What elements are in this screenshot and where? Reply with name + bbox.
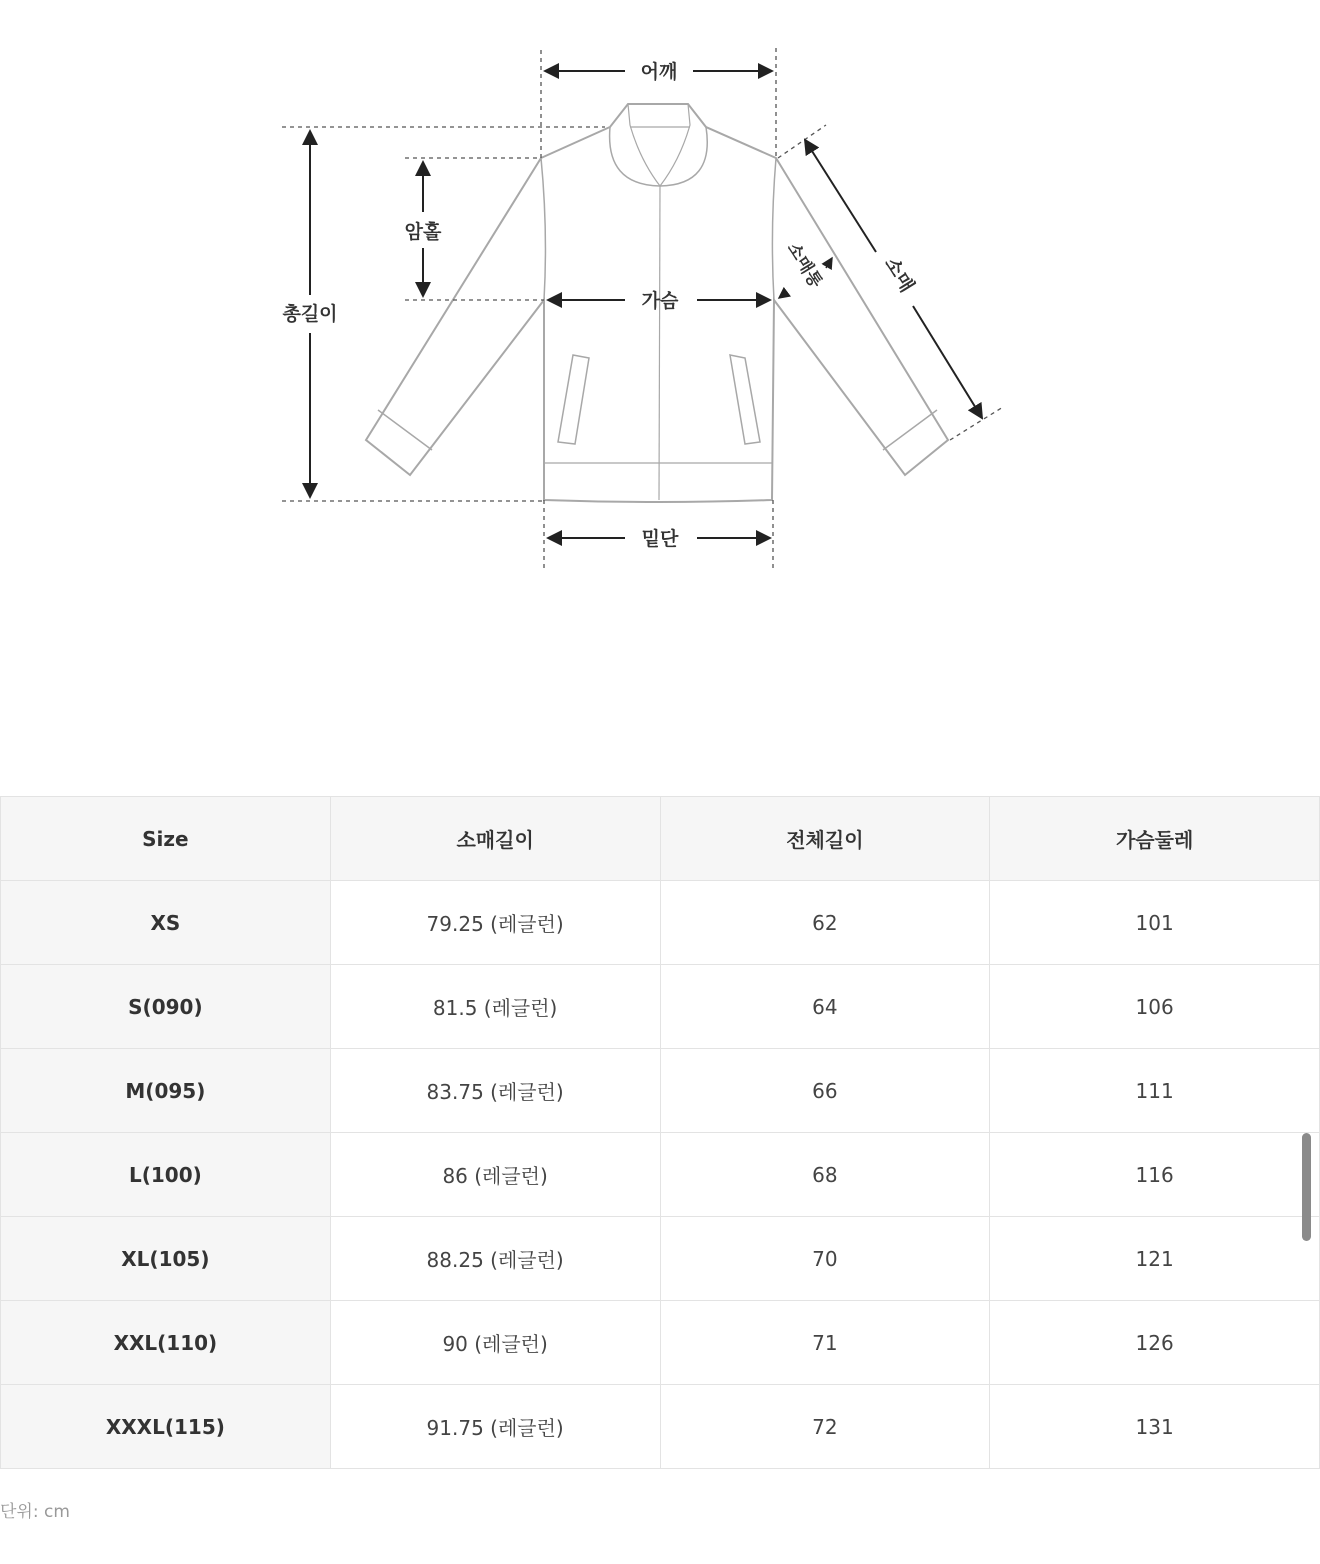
scrollbar[interactable] (1302, 1133, 1311, 1241)
cell-total-length: 72 (660, 1385, 990, 1469)
header-sleeve-length: 소매길이 (330, 797, 660, 881)
header-size: Size (1, 797, 331, 881)
cell-size: XS (1, 881, 331, 965)
table-row (1, 1217, 1320, 1301)
cell-size: L(100) (1, 1133, 331, 1217)
table-row (1, 1385, 1320, 1469)
cell-chest: 116 (990, 1133, 1320, 1217)
header-chest: 가슴둘레 (990, 797, 1320, 881)
label-total-length: 총길이 (282, 303, 338, 325)
cell-chest: 106 (990, 965, 1320, 1049)
table-row (1, 1133, 1320, 1217)
table-row (1, 1301, 1320, 1385)
cell-chest: 131 (990, 1385, 1320, 1469)
table-row (1, 965, 1320, 1049)
cell-sleeve-length: 79.25 (레글런) (330, 881, 660, 965)
cell-total-length: 70 (660, 1217, 990, 1301)
label-armhole: 암홀 (404, 221, 442, 243)
cell-size: XXXL(115) (1, 1385, 331, 1469)
cell-chest: 126 (990, 1301, 1320, 1385)
cell-chest: 101 (990, 881, 1320, 965)
table-header-row (1, 797, 1320, 881)
label-shoulder: 어깨 (640, 61, 678, 83)
cell-sleeve-length: 86 (레글런) (330, 1133, 660, 1217)
label-hem: 밑단 (641, 528, 679, 550)
header-total-length: 전체길이 (660, 797, 990, 881)
cell-total-length: 71 (660, 1301, 990, 1385)
cell-size: XL(105) (1, 1217, 331, 1301)
cell-total-length: 62 (660, 881, 990, 965)
size-table (0, 796, 1320, 1469)
cell-sleeve-length: 91.75 (레글런) (330, 1385, 660, 1469)
label-sleeve: 소매 (880, 253, 919, 297)
label-sleeve-width: 소매통 (782, 239, 826, 292)
jacket-measurement-diagram (0, 0, 1320, 600)
cell-total-length: 66 (660, 1049, 990, 1133)
label-chest: 가슴 (641, 290, 679, 312)
table-row (1, 881, 1320, 965)
cell-chest: 121 (990, 1217, 1320, 1301)
cell-sleeve-length: 81.5 (레글런) (330, 965, 660, 1049)
unit-note: 단위: cm (0, 1502, 70, 1522)
cell-size: M(095) (1, 1049, 331, 1133)
cell-total-length: 64 (660, 965, 990, 1049)
table-row (1, 1049, 1320, 1133)
cell-size: S(090) (1, 965, 331, 1049)
cell-chest: 111 (990, 1049, 1320, 1133)
cell-sleeve-length: 90 (레글런) (330, 1301, 660, 1385)
cell-total-length: 68 (660, 1133, 990, 1217)
cell-sleeve-length: 88.25 (레글런) (330, 1217, 660, 1301)
cell-size: XXL(110) (1, 1301, 331, 1385)
cell-sleeve-length: 83.75 (레글런) (330, 1049, 660, 1133)
